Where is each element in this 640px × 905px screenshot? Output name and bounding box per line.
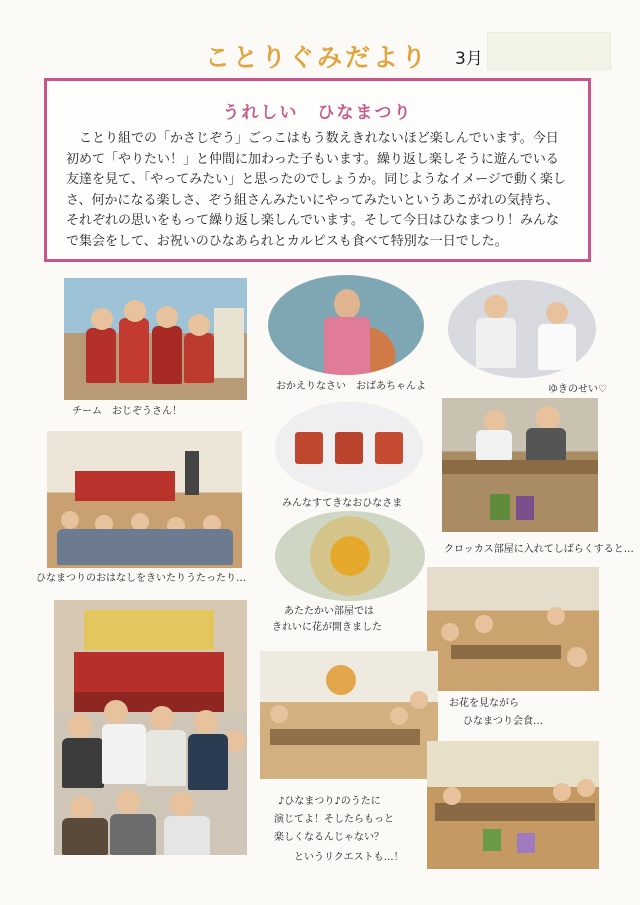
article-heading: うれしい ひなまつり xyxy=(222,103,413,123)
photo-hina-story xyxy=(47,431,242,568)
photo-grandma-role xyxy=(268,275,424,375)
caption-song-request-2: 演じてよ！そしたらもっと xyxy=(274,814,394,825)
caption-crocus-room: クロッカス部屋に入れてしばらくすると… xyxy=(444,544,634,555)
photo-crocus-room xyxy=(442,398,598,532)
caption-song-request-1: ♪ひなまつり♪のうたに xyxy=(278,796,381,807)
photo-snow-spirit xyxy=(448,280,596,378)
newsletter-title: ことりぐみだより xyxy=(205,43,430,72)
photo-classroom-meal xyxy=(427,567,599,691)
caption-snow-spirit: ゆきのせい♡ xyxy=(548,384,607,395)
caption-grandma-role: おかえりなさい おばあちゃんよ xyxy=(276,381,426,392)
month-label: 3月 xyxy=(455,49,483,69)
article-body: ことり組での「かさじぞう」ごっこはもう数えきれないほど楽しんでいます。今日初めて「やりたい！」と仲間に加わった子もいます。繰り返し楽しそうに遊んでいる友達を見て、「やってみたい」と思ったのでしょうか。同じようなイメージで動く楽しさ、何かになる楽しさ、ぞう組さんみたいにやってみたいというあこがれの気持ち、それぞれの思いをもって繰り返し楽しんでいます。そして今日はひなまつり！みんなで集会をして、お祝いのひなあられとカルピスも食べて特別な一日でした。 xyxy=(66,131,566,249)
photo-classroom-wide xyxy=(260,651,438,779)
article-box xyxy=(44,78,591,262)
photo-group-hina xyxy=(54,600,247,855)
photo-hina-crafts xyxy=(275,402,423,494)
photo-hina-meal xyxy=(427,741,599,869)
caption-flower-meal-1: お花を見ながら xyxy=(449,698,519,709)
photo-jizo-team xyxy=(64,278,247,400)
caption-crocus-bloom-2: きれいに花が開きました xyxy=(272,622,382,633)
caption-song-request-4: というリクエストも…！ xyxy=(294,852,404,863)
caption-crocus-bloom-1: あたたかい部屋では xyxy=(284,606,374,617)
date-stamp-area xyxy=(487,32,611,70)
caption-hina-crafts: みんなすてきなおひなさま xyxy=(282,498,403,509)
caption-flower-meal-2: ひなまつり会食… xyxy=(463,716,543,727)
caption-hina-story: ひなまつりのおはなしをきいたりうたったり… xyxy=(36,573,246,584)
caption-song-request-3: 楽しくなるんじゃない？ xyxy=(274,832,384,843)
photo-crocus-bloom xyxy=(275,511,425,601)
caption-jizo-team: チーム おじぞうさん！ xyxy=(72,406,182,417)
